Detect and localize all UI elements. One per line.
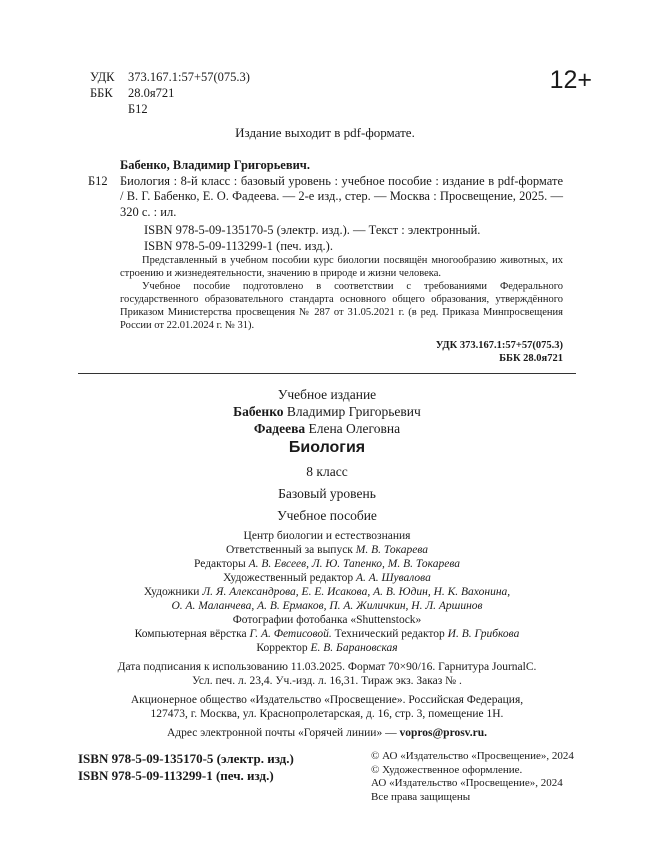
author-1 xyxy=(78,403,576,420)
catalog-isbn-print: ISBN 978-5-09-113299-1 (печ. изд.). xyxy=(144,238,333,253)
author-2 xyxy=(78,420,576,437)
copyright-line-3: АО «Издательство «Просвещение», 2024 xyxy=(371,777,563,789)
publisher-2: 127473, г. Москва, ул. Краснопролетарская, д. 16, стр. 3, помещение 1Н. xyxy=(150,708,504,720)
editors-label: Редакторы xyxy=(194,558,246,570)
isbn-bottom xyxy=(78,750,294,784)
bbk-label: ББК xyxy=(90,86,113,100)
author-1-surname: Бабенко xyxy=(233,404,284,419)
catalog-bibliographic: Биология : 8-й класс : базовый уровень : учебное пособие : издание в pdf-формате / В. Г. Бабенко, Е. О. Фадеева. — 2-е изд., стер. — Москва : Просвещение, 2025. — 320 с. : ил. xyxy=(120,173,563,219)
artists xyxy=(78,585,576,599)
book-type: Учебное пособие xyxy=(277,508,377,523)
center: Центр биологии и естествознания xyxy=(243,530,411,542)
catalog-annotation-1: Представленный в учебном пособии курс биологии посвящён многообразию животных, их строению и жизнедеятельности, значению в природе и жизни человека. xyxy=(120,255,563,279)
edition-type: Учебное издание xyxy=(277,387,377,402)
udk-row xyxy=(90,69,250,85)
copyright-line-2: © Художественное оформление. xyxy=(371,763,523,776)
responsible xyxy=(78,543,576,557)
artists-names-2: О. А. Маланчева, А. В. Ермаков, П. А. Жиличкин, Н. Л. Аршинов xyxy=(171,600,483,612)
email-label: Адрес электронной почты «Горячей линии» — xyxy=(166,727,397,739)
corrector xyxy=(78,641,576,655)
tech-editor-label: Технический редактор xyxy=(334,628,445,640)
udk-value: 373.167.1:57+57(075.3) xyxy=(128,70,250,84)
artists-names-1: Л. Я. Александрова, Е. Е. Исакова, А. В. Юдин, Н. К. Вахонина, xyxy=(202,586,511,598)
artists-label: Художники xyxy=(143,586,200,598)
responsible-name: М. В. Токарева xyxy=(355,544,428,556)
book-title: Биология xyxy=(288,439,366,456)
isbn-electronic: ISBN 978-5-09-135170-5 (электр. изд.) xyxy=(78,751,294,766)
publisher-1: Акционерное общество «Издательство «Просвещение». Российская Федерация, xyxy=(130,694,524,706)
author-code-row xyxy=(90,101,250,117)
editors-names: А. В. Евсеев, Л. Ю. Тапенко, М. В. Токарева xyxy=(248,558,460,570)
catalog-annotation-2: Учебное пособие подготовлено в соответствии с требованиями Федерального государственного образовательного стандарта основного общего образования, утверждённого Приказом Министерства просвещения № 287 от 31.05.2021 г. (в ред. Приказа Минпросвещения России от 22.01.2024 г. № 31). xyxy=(120,281,563,331)
author-2-name: Елена Олеговна xyxy=(308,421,401,436)
corrector-label: Корректор xyxy=(256,642,308,654)
author-2-surname: Фадеева xyxy=(253,421,306,436)
print-details-1: Дата подписания к использованию 11.03.2025. Формат 70×90/16. Гарнитура JournalC. xyxy=(117,661,537,673)
catalog-author: Бабенко, Владимир Григорьевич. xyxy=(120,158,310,172)
bbk-value: 28.0я721 xyxy=(128,86,175,100)
editors xyxy=(78,557,576,571)
art-editor-label: Художественный редактор xyxy=(223,572,354,584)
author-code-value: Б12 xyxy=(128,102,148,116)
catalog-card xyxy=(88,158,563,365)
artists-continued xyxy=(78,599,576,613)
catalog-codes xyxy=(88,339,563,365)
layout-name: Г. А. Фетисовой. xyxy=(249,628,332,640)
photos: Фотографии фотобанка «Shuttenstock» xyxy=(232,614,422,626)
author-code-label xyxy=(90,101,128,117)
catalog-code: Б12 xyxy=(88,174,108,188)
catalog-udk: УДК 373.167.1:57+57(075.3) xyxy=(435,340,563,351)
email-address: vopros@prosv.ru. xyxy=(399,727,488,739)
tech-editor-name: И. В. Грибкова xyxy=(447,628,520,640)
copyright-line-4: Все права защищены xyxy=(371,790,471,803)
catalog-isbn-electronic: ISBN 978-5-09-135170-5 (электр. изд.). — Текст : электронный. xyxy=(144,223,481,237)
art-editor xyxy=(78,571,576,585)
corrector-name: Е. В. Барановская xyxy=(310,642,398,654)
imprint xyxy=(78,386,576,740)
isbn-print: ISBN 978-5-09-113299-1 (печ. изд.) xyxy=(78,768,274,783)
bbk-row xyxy=(90,85,250,101)
catalog-bbk: ББК 28.0я721 xyxy=(499,353,563,364)
author-1-name: Владимир Григорьевич xyxy=(286,404,421,419)
copyright-line-1: © АО «Издательство «Просвещение», 2024 xyxy=(371,750,574,762)
responsible-label: Ответственный за выпуск xyxy=(226,544,353,556)
hotline-email xyxy=(78,726,576,740)
section-divider xyxy=(78,373,576,374)
udk-label: УДК xyxy=(90,70,115,84)
grade: 8 класс xyxy=(306,464,348,479)
copyright xyxy=(371,750,574,804)
age-rating: 12+ xyxy=(549,66,592,94)
level: Базовый уровень xyxy=(278,486,376,501)
art-editor-name: А. А. Шувалова xyxy=(355,572,431,584)
layout-and-tech xyxy=(78,627,576,641)
pdf-note: Издание выходит в pdf-формате. xyxy=(235,125,415,140)
classification-block xyxy=(90,69,250,117)
layout-label: Компьютерная вёрстка xyxy=(134,628,247,640)
print-details-2: Усл. печ. л. 23,4. Уч.-изд. л. 16,31. Тираж экз. Заказ № . xyxy=(192,675,462,687)
